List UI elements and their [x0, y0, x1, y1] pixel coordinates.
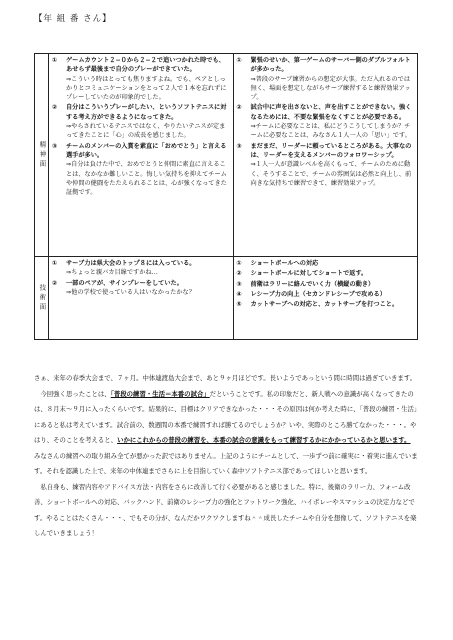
row-label-mental: 精神面	[35, 54, 49, 257]
item-number: ②	[236, 104, 242, 112]
item-title: チームのメンバーの入賞を素直に「おめでとう」と言える選手が多い。	[66, 142, 227, 159]
item-title: まだまだ、リーダーに頼っているところがある。大事なのは、リーダーを支えるメンバーのフォロワーシップ。	[250, 142, 412, 159]
list-item	[52, 103, 230, 140]
technical-good-cell	[49, 257, 234, 340]
row-label-technical: 技術面	[35, 257, 49, 340]
item-title: ショートボールに対してショートで返す。	[250, 270, 368, 278]
item-body: ⇒１人一人が意識レベルを高くもって、チームのために動く、そうすることで、チームの雰囲気は必然と向上し、前向きな気持ちで練習できて、練習効果アップ。	[250, 161, 412, 187]
paragraph: 私自身も、練習内容やアドバイス方法・内容をさらに改善して行く必要があると感じました。特に、後衛のラリー力、フォーム改善、ショートボールへの対応、バックハンド、前衛のレシーブ力の強化とフットワーク強化、ハイボレーやスマッシュの決定力などです。やることはたくさん・・・、でもその分が、なんだかワクワクしますね＾＾成長したチームや自分を想像して、ソフトテニスを楽しんでいきましょう！	[34, 482, 417, 537]
list-item	[237, 300, 415, 309]
item-title: ゲームカウント２−０から２−２で追いつかれた時でも、あせらず最後まで自分のプレーができていた。	[66, 57, 225, 74]
item-title: カットサーブへの対応と、カットサーブを打つこと。	[250, 301, 399, 309]
list-item	[237, 56, 415, 102]
item-number: ④	[236, 290, 242, 298]
mental-good-cell	[49, 54, 234, 257]
item-number: ③	[236, 142, 242, 150]
item-number: ①	[236, 57, 242, 64]
emphasis-text: いかにこれからの普段の練習を、本番の試合の意識をもって練習するかにかかっているかと思います。	[117, 436, 411, 444]
item-number: ①	[52, 260, 58, 267]
list-item	[52, 279, 230, 298]
list-item	[52, 142, 230, 198]
list-item	[237, 103, 415, 140]
item-number: ②	[52, 104, 58, 112]
paragraph	[34, 387, 422, 449]
item-body: ⇒他の学校で使っている人はいなかったかな？	[66, 288, 195, 296]
item-body: ⇒チームに必要なことは、私にどうこうしてしまうか？チームに必要なことは、みなさん１人一人の「思い」です。	[250, 123, 411, 140]
paragraph: みなさんの練習への取り組み全てが悪かった訳ではありません。上記のようにチームとして、一歩ずつ前に確実に・着実に進んでいます。それを認識した上で、来年の中体連までさらに上を目指していく森中ソフトテニス部であってほしいと思います。	[34, 451, 418, 475]
item-title: 試合中に声を出さないと、声を出すことができない。強くなるためには、不要な緊張をなくすことが必要である。	[250, 104, 412, 121]
item-number: ③	[52, 142, 58, 150]
item-title: サーブ力は県大会のトップ８には入っている。	[66, 260, 196, 267]
mental-issue-cell	[233, 54, 418, 257]
item-number: ③	[236, 280, 242, 288]
emphasis-text: 「普段の練習・生活＝本番の試合」	[110, 389, 210, 398]
item-body: ⇒やらされているテニスではなく、やりたいテニスが定まってきたことに「心」の成長を感じました。	[66, 123, 226, 140]
item-title: レシーブ力の向上（セカンドレシーブで攻める）	[250, 290, 386, 298]
item-body: ⇒普段のサーブ練習からの想定が大事。ただ入れるのでは無く、場面を想定しながらサーブ練習すると練習効果アップ。	[250, 75, 411, 102]
item-number: ②	[236, 270, 242, 278]
list-item	[237, 259, 415, 268]
item-number: ①	[236, 260, 242, 267]
list-item	[237, 290, 415, 299]
paragraph: さぁ、来年の春季大会まで、７ヶ月。中体連渡島大会まで、あと９ヶ月ほどです。長いようであっという間に時間は過ぎていきます。	[34, 374, 417, 382]
item-body: ⇒自分は負けた中で、おめでとうと仲間に素直に言えることは、なかなか難しいこと。悔しい気持ちを抑えてチームや仲間の健闘をたたえられることは、心が強くなってきた証拠です。	[66, 161, 227, 197]
list-item	[52, 56, 230, 102]
item-title: 緊張のせいか、第一ゲームのサーバー側のダブルフォルトが多かった。	[250, 57, 411, 74]
list-item	[237, 269, 415, 278]
item-title: ショートボールへの対応	[250, 260, 319, 267]
item-title: 前衛はラリーに絡んでいく力（横縦の動き）	[250, 280, 375, 288]
item-title: 一部のペアが、サインプレーをしていた。	[66, 279, 183, 287]
student-header: 【年 組 番 さん】	[34, 14, 112, 24]
item-number: ⑤	[236, 301, 242, 309]
paragraph-text: だということです。私の印象だと、新人戦への意識が高くなってきたのは、８月末〜９月に入ったくらいです。結果的に、目標はクリアできなかった・・・その原因は何か考えた時に、「普段の練習・生活」にあると私は考えています。試合前の、数週間の本番で練習すれば勝てるのでしょうか？いや、実際のところ勝てなかった・・・。やはり、そのことを考えると、	[34, 389, 421, 444]
item-number: ①	[52, 57, 58, 64]
paragraph-text: 今回強く思ったことは、	[40, 389, 111, 398]
item-number: ②	[52, 279, 58, 287]
item-body: ⇒ちょっと親バカ目線ですかね…	[66, 269, 158, 277]
list-item	[237, 142, 415, 188]
body-text	[34, 371, 422, 542]
item-body: ⇒こういう時はとっても焦りますよね。でも、ペアとしっかりとコミュニケーションをとって２人で１本を忘れずにプレーしていたのが印象的でした。	[66, 75, 227, 102]
reflection-table	[34, 53, 418, 340]
technical-issue-cell	[233, 257, 418, 340]
list-item	[52, 259, 230, 278]
item-title: 自分はこういうプレーがしたい、というソフトテニスに対する考え方ができるようになってきた。	[66, 104, 227, 121]
list-item	[237, 280, 415, 289]
